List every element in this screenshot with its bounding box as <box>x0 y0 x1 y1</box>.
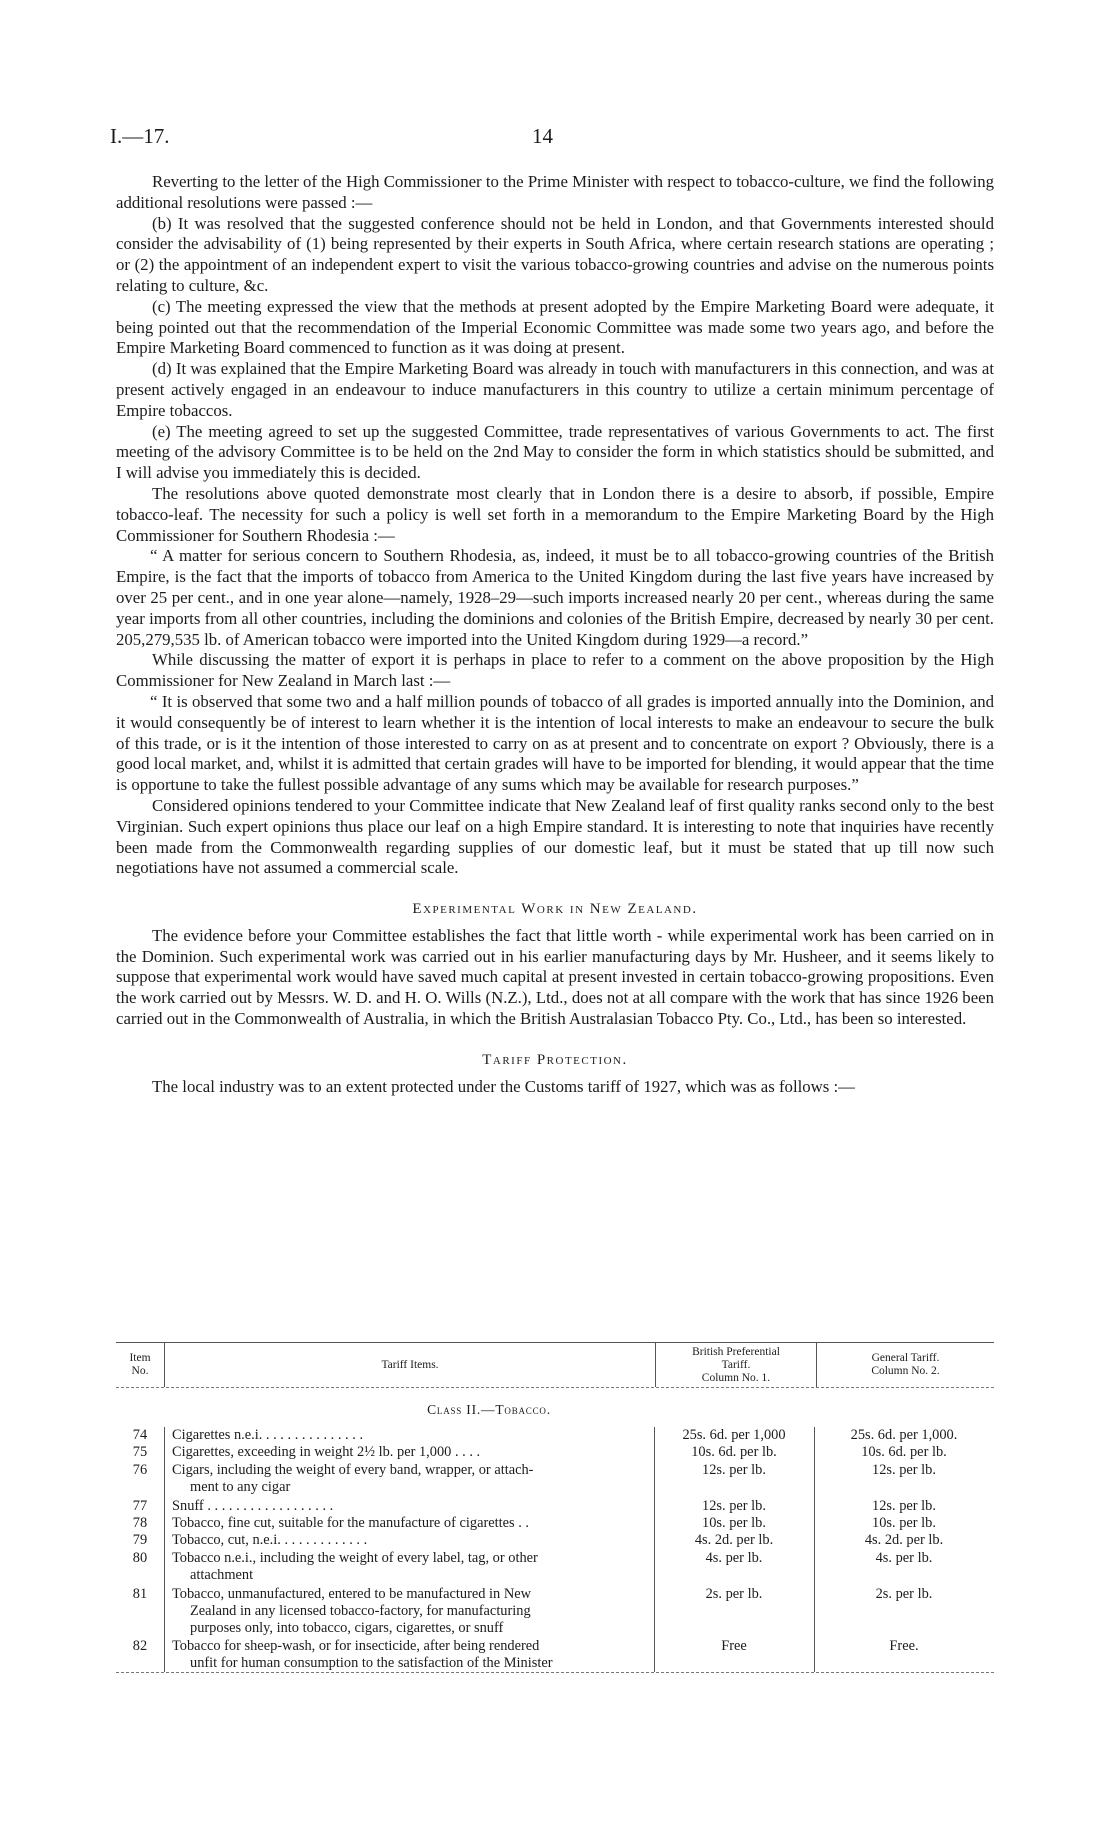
tariff-item-description <box>164 1532 654 1549</box>
paragraph: The evidence before your Committee establishes the fact that little worth - while experimental work has been carried on in the Dominion. Such experimental work was carried out in his earlier manufacturing days by Mr. Husheer, and it seems likely to suppose that experimental work would have saved much capital at present invested in certain tobacco-growing propositions. Even the work carried out by Messrs. W. D. and H. O. Wills (N.Z.), Ltd., does not at all compare with the work that has since 1926 been carried out in the Commonwealth of Australia, in which the British Australasian Tobacco Pty. Co., Ltd., has been so interested. <box>116 925 994 1029</box>
header-text: No. <box>131 1365 149 1377</box>
description-line: Tobacco n.e.i., including the weight of every label, tag, or other <box>172 1550 538 1567</box>
description-line: attachment <box>190 1567 254 1584</box>
paragraph: The local industry was to an extent protected under the Customs tariff of 1927, which was as follows :— <box>152 1076 855 1096</box>
header-text: Item <box>129 1352 151 1364</box>
tariff-table <box>116 1342 994 1673</box>
item-number: 74 <box>132 1426 148 1443</box>
header-general-tariff <box>817 1343 994 1387</box>
section-heading-tariff: Tariff Protection. <box>482 1051 628 1068</box>
item-number: 81 <box>132 1585 148 1602</box>
description-line: Tobacco, unmanufactured, entered to be manufactured in New <box>172 1585 531 1602</box>
british-preferential-rate: 10s. per lb. <box>702 1514 766 1531</box>
table-body <box>116 1427 994 1673</box>
tariff-item-description <box>164 1515 654 1532</box>
general-tariff-rate: 12s. per lb. <box>872 1497 936 1514</box>
british-preferential-rate: 4s. 2d. per lb. <box>694 1531 774 1548</box>
header-text: British Preferential <box>692 1345 780 1358</box>
table-row <box>116 1586 994 1636</box>
column-rule <box>654 1427 655 1672</box>
table-header <box>116 1342 994 1388</box>
general-tariff-rate: Free. <box>889 1638 919 1655</box>
page-number: 14 <box>532 124 553 148</box>
description-line: purposes only, into tobacco, cigars, cigarettes, or snuff <box>190 1619 504 1636</box>
table-row <box>116 1427 994 1444</box>
description-line: Tobacco, cut, n.e.i. . . . . . . . . . . . . <box>172 1531 368 1548</box>
table-row <box>116 1550 994 1584</box>
tariff-item-description <box>164 1550 654 1584</box>
table-row <box>116 1532 994 1549</box>
description-line: ment to any cigar <box>190 1479 291 1496</box>
description-line: Cigars, including the weight of every band, wrapper, or attach- <box>172 1462 534 1479</box>
general-tariff-rate: 2s. per lb. <box>875 1585 933 1602</box>
tariff-item-description <box>164 1427 654 1444</box>
british-preferential-rate: 12s. per lb. <box>702 1497 766 1514</box>
table-row <box>116 1638 994 1672</box>
british-preferential-rate: 4s. per lb. <box>705 1550 763 1567</box>
item-number: 76 <box>132 1462 148 1479</box>
table-row <box>116 1515 994 1532</box>
british-preferential-rate: Free <box>721 1638 747 1655</box>
tariff-item-description <box>164 1586 654 1636</box>
description-line: Tobacco, fine cut, suitable for the manufacture of cigarettes . . <box>172 1514 530 1531</box>
description-line: Cigarettes, exceeding in weight 2½ lb. per 1,000 . . . . <box>172 1443 481 1460</box>
header-text: Tariff. <box>721 1358 751 1371</box>
general-tariff-rate: 10s. 6d. per lb. <box>861 1443 947 1460</box>
description-line: Tobacco for sheep-wash, or for insecticide, after being rendered <box>172 1638 540 1655</box>
tariff-item-description <box>164 1498 654 1515</box>
paragraph: (c) The meeting expressed the view that the methods at present adopted by the Empire Marketing Board were adequate, it being pointed out that the recommendation of the Imperial Economic Committee was made some two years ago, and before the Empire Marketing Board commenced to function as it was doing at present. <box>116 296 994 358</box>
item-number: 80 <box>132 1550 148 1567</box>
table-row <box>116 1462 994 1496</box>
item-number: 75 <box>132 1443 148 1460</box>
paragraph: Reverting to the letter of the High Commissioner to the Prime Minister with respect to tobacco-culture, we find the following additional resolutions were passed :— <box>116 172 994 212</box>
column-rule <box>814 1427 815 1672</box>
tariff-item-description <box>164 1444 654 1461</box>
item-number: 77 <box>132 1497 148 1514</box>
paragraph: (d) It was explained that the Empire Marketing Board was already in touch with manufacturers in this connection, and was at present actively engaged in an endeavour to induce manufacturers in this country to utilize a certain minimum percentage of Empire tobaccos. <box>116 359 994 420</box>
british-preferential-rate: 25s. 6d. per 1,000 <box>682 1426 786 1443</box>
general-tariff-rate: 10s. per lb. <box>872 1514 936 1531</box>
item-number: 79 <box>132 1531 148 1548</box>
table-row <box>116 1498 994 1515</box>
paragraph: (e) The meeting agreed to set up the suggested Committee, trade representatives of various Governments to act. The first meeting of the advisory Committee is to be held on the 2nd May to consider the form in which statistics should be submitted, and I will advise you immediately this is decided. <box>116 421 994 483</box>
description-line: Cigarettes n.e.i. . . . . . . . . . . . . . . <box>172 1426 364 1443</box>
general-tariff-rate: 12s. per lb. <box>872 1462 936 1479</box>
tariff-item-description <box>164 1638 654 1672</box>
description-line: unfit for human consumption to the satisfaction of the Minister <box>190 1655 553 1672</box>
table-row <box>116 1444 994 1461</box>
section-heading-experimental: Experimental Work in New Zealand. <box>412 901 698 918</box>
general-tariff-rate: 4s. 2d. per lb. <box>864 1531 944 1548</box>
tariff-item-description <box>164 1462 654 1496</box>
header-item-no <box>116 1343 165 1387</box>
header-british-preferential <box>656 1343 817 1387</box>
british-preferential-rate: 10s. 6d. per lb. <box>691 1443 777 1460</box>
header-text: Column No. 1. <box>701 1371 771 1384</box>
item-number: 78 <box>132 1514 148 1531</box>
column-rule <box>164 1427 165 1672</box>
paragraph: (b) It was resolved that the suggested conference should not be held in London, and that Governments interested should consider the advisability of (1) being represented by their experts in South Africa, where certain research stations are operating ; or (2) the appointment of an independent expert to visit the various tobacco-growing countries and advise on the numerous points relating to culture, &c. <box>116 213 994 295</box>
item-number: 82 <box>132 1638 148 1655</box>
paragraph: Considered opinions tendered to your Committee indicate that New Zealand leaf of first quality ranks second only to the best Virginian. Such expert opinions thus place our leaf on a high Empire standard. It is interesting to note that inquiries have recently been made from the Commonwealth regarding supplies of our domestic leaf, but it must be stated that up till now such negotiations have not assumed a commercial scale. <box>116 795 994 878</box>
quotation-paragraph: “ A matter for serious concern to Southern Rhodesia, as, indeed, it must be to all tobacco-growing countries of the British Empire, is the fact that the imports of tobacco from America to the United Kingdom during the last five years have increased by over 25 per cent., and in one year alone—namely, 1928–29—such imports increased nearly 20 per cent., whereas during the same year imports from all other countries, including the dominions and colonies of the British Empire, decreased by nearly 30 per cent. 205,279,535 lb. of American tobacco were imported into the United Kingdom during 1929—a record.” <box>116 546 994 649</box>
description-line: Snuff . . . . . . . . . . . . . . . . . . <box>172 1497 334 1514</box>
british-preferential-rate: 2s. per lb. <box>705 1585 763 1602</box>
general-tariff-rate: 25s. 6d. per 1,000. <box>850 1426 958 1443</box>
quotation-paragraph: “ It is observed that some two and a half million pounds of tobacco of all grades is imported annually into the Dominion, and it would consequently be of interest to learn whether it is the intention of local interests to make an endeavour to secure the bulk of this trade, or is it the intention of those interested to carry on as at present and to concentrate on export ? Obviously, there is a good local market, and, whilst it is admitted that certain grades will have to be imported for blending, it would appear that the time is opportune to take the fullest possible advantage of any sums which may be available for research purposes.” <box>116 691 994 795</box>
document-reference: I.—17. <box>110 124 170 148</box>
paragraph: The resolutions above quoted demonstrate most clearly that in London there is a desire to absorb, if possible, Empire tobacco-leaf. The necessity for such a policy is well set forth in a memorandum to the Empire Marketing Board by the High Commissioner for Southern Rhodesia :— <box>116 483 994 545</box>
header-text: Column No. 2. <box>871 1365 940 1377</box>
class-title: Class II.—Tobacco. <box>427 1402 551 1417</box>
paragraph: While discussing the matter of export it is perhaps in place to refer to a comment on the above proposition by the High Commissioner for New Zealand in March last :— <box>116 650 994 691</box>
header-tariff-items: Tariff Items. <box>165 1343 656 1387</box>
description-line: Zealand in any licensed tobacco-factory, for manufacturing <box>190 1602 531 1619</box>
body-text <box>116 172 994 1097</box>
british-preferential-rate: 12s. per lb. <box>702 1462 766 1479</box>
general-tariff-rate: 4s. per lb. <box>875 1550 933 1567</box>
header-text: General Tariff. <box>871 1352 940 1364</box>
